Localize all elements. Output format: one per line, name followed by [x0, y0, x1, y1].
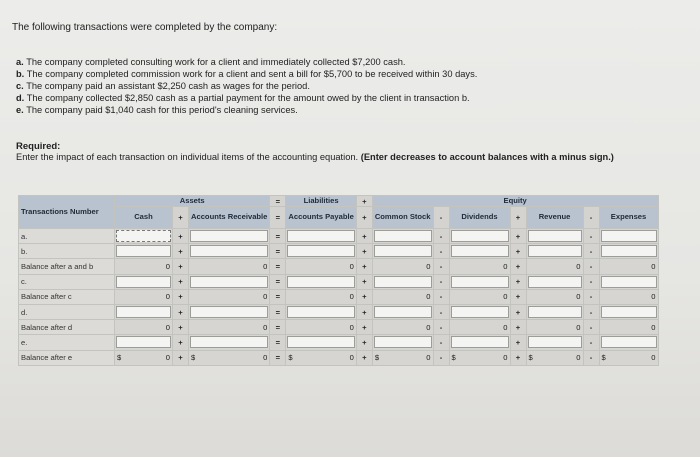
accounts-payable-balance-value: 0 [349, 353, 354, 363]
accounts-receivable-balance-value: 0 [263, 322, 268, 332]
op-plus: + [173, 229, 189, 244]
op-minus: - [583, 259, 599, 274]
op-plus: + [173, 289, 189, 304]
common-stock-input[interactable] [374, 306, 432, 318]
op-equals: = [270, 350, 286, 365]
op-plus: + [510, 335, 526, 350]
dividends-input[interactable] [451, 306, 509, 318]
op-minus: - [583, 350, 599, 365]
currency-symbol: $ [601, 353, 606, 363]
row-label: c. [19, 274, 115, 289]
cash-input-cell [115, 229, 173, 244]
transaction-a: a. The company completed consulting work for a client and immediately collected $7,200 cash. [16, 57, 406, 67]
revenue-balance-value: 0 [576, 292, 581, 302]
required-note: (Enter decreases to account balances with a minus sign.) [360, 152, 614, 162]
op-minus: - [433, 335, 449, 350]
row-label: d. [19, 304, 115, 319]
accounts-payable-input[interactable] [287, 230, 354, 242]
transaction-d: d. The company collected $2,850 cash as a partial payment for the amount owed by the client in transaction b. [16, 93, 470, 103]
table-row-entry [19, 335, 659, 350]
op-equals: = [270, 289, 286, 304]
accounts-receivable-balance-value: 0 [263, 261, 268, 271]
currency-symbol: $ [288, 353, 293, 363]
accounts-receivable-balance [189, 259, 270, 274]
common-stock-balance-value: 0 [426, 322, 431, 332]
row-label: a. [19, 229, 115, 244]
dividends-input-cell [449, 244, 510, 259]
op-minus: - [433, 244, 449, 259]
currency-symbol: $ [528, 353, 533, 363]
op-plus: + [356, 350, 372, 365]
dividends-input-cell [449, 335, 510, 350]
op-plus: + [356, 274, 372, 289]
accounts-receivable-input-cell [189, 244, 270, 259]
dividends-balance [449, 289, 510, 304]
header-cash: Cash [115, 207, 173, 229]
cash-input-cell [115, 274, 173, 289]
cash-balance-value: 0 [165, 322, 170, 332]
row-label: Balance after a and b [19, 259, 115, 274]
common-stock-input-cell [372, 335, 433, 350]
op-minus: - [433, 320, 449, 335]
header-expenses: Expenses [599, 207, 658, 229]
op-plus: + [510, 320, 526, 335]
accounts-payable-input-cell [286, 229, 356, 244]
dividends-input-cell [449, 304, 510, 319]
accounts-receivable-balance [189, 320, 270, 335]
header-dividends: Dividends [449, 207, 510, 229]
expenses-balance-value: 0 [651, 292, 656, 302]
op-plus: + [356, 259, 372, 274]
accounts-payable-input[interactable] [287, 276, 354, 288]
expenses-input[interactable] [601, 276, 657, 288]
op-plus: + [173, 335, 189, 350]
header-revenue: Revenue [526, 207, 583, 229]
revenue-balance [526, 289, 583, 304]
common-stock-input[interactable] [374, 230, 432, 242]
accounts-receivable-balance-value: 0 [263, 292, 268, 302]
accounts-receivable-input[interactable] [190, 336, 268, 348]
common-stock-input[interactable] [374, 276, 432, 288]
op-plus: + [173, 304, 189, 319]
op-minus: - [433, 350, 449, 365]
common-stock-balance [372, 320, 433, 335]
op-minus: - [583, 289, 599, 304]
dividends-balance [449, 320, 510, 335]
accounts-payable-input-cell [286, 274, 356, 289]
cash-input[interactable] [116, 276, 171, 288]
op-plus: + [356, 289, 372, 304]
cash-input[interactable] [116, 230, 171, 242]
accounting-equation-table [18, 195, 659, 366]
expenses-input-cell [599, 335, 658, 350]
op-minus: - [583, 244, 599, 259]
op-plus: + [356, 196, 372, 207]
dividends-balance-value: 0 [503, 322, 508, 332]
op-plus: + [510, 207, 526, 229]
op-equals: = [270, 207, 286, 229]
op-plus: + [356, 207, 372, 229]
op-minus: - [433, 259, 449, 274]
op-plus: + [510, 350, 526, 365]
op-minus: - [583, 335, 599, 350]
op-plus: + [173, 259, 189, 274]
header-accounts-receivable: Accounts Receivable [189, 207, 270, 229]
cash-input[interactable] [116, 245, 171, 257]
op-equals: = [270, 229, 286, 244]
op-plus: + [510, 229, 526, 244]
accounts-receivable-input-cell [189, 274, 270, 289]
op-plus: + [510, 259, 526, 274]
revenue-input-cell [526, 335, 583, 350]
common-stock-input-cell [372, 274, 433, 289]
table-row-entry [19, 244, 659, 259]
accounts-payable-input[interactable] [287, 306, 354, 318]
dividends-input[interactable] [451, 336, 509, 348]
revenue-balance [526, 350, 583, 365]
header-assets: Assets [115, 196, 270, 207]
table-row-balance [19, 259, 659, 274]
op-plus: + [510, 244, 526, 259]
op-minus: - [433, 289, 449, 304]
common-stock-balance-value: 0 [426, 353, 431, 363]
common-stock-input-cell [372, 304, 433, 319]
accounts-receivable-input[interactable] [190, 230, 268, 242]
op-plus: + [356, 229, 372, 244]
revenue-input-cell [526, 274, 583, 289]
dividends-balance-value: 0 [503, 261, 508, 271]
op-plus: + [510, 274, 526, 289]
revenue-balance-value: 0 [576, 261, 581, 271]
op-equals: = [270, 196, 286, 207]
dividends-balance-value: 0 [503, 292, 508, 302]
op-plus: + [173, 320, 189, 335]
revenue-input[interactable] [528, 336, 582, 348]
expenses-input[interactable] [601, 245, 657, 257]
expenses-input-cell [599, 274, 658, 289]
op-equals: = [270, 244, 286, 259]
expenses-input[interactable] [601, 306, 657, 318]
transaction-b: b. The company completed commission work for a client and sent a bill for $5,700 to be received within 30 days. [16, 69, 478, 79]
table-row-balance [19, 320, 659, 335]
expenses-input-cell [599, 304, 658, 319]
dividends-balance [449, 350, 510, 365]
expenses-input-cell [599, 244, 658, 259]
op-minus: - [433, 207, 449, 229]
accounts-payable-balance-value: 0 [349, 292, 354, 302]
dividends-input[interactable] [451, 276, 509, 288]
required-title: Required: [16, 141, 61, 152]
currency-symbol: $ [117, 353, 122, 363]
common-stock-input-cell [372, 244, 433, 259]
header-transactions-number: Transactions Number [19, 196, 115, 229]
expenses-balance [599, 289, 658, 304]
header-equity: Equity [372, 196, 658, 207]
op-equals: = [270, 304, 286, 319]
common-stock-balance-value: 0 [426, 292, 431, 302]
revenue-balance [526, 320, 583, 335]
header-common-stock: Common Stock [372, 207, 433, 229]
dividends-input-cell [449, 274, 510, 289]
cash-balance [115, 289, 173, 304]
accounts-receivable-balance [189, 350, 270, 365]
table-row-entry [19, 304, 659, 319]
accounts-receivable-balance [189, 289, 270, 304]
common-stock-input[interactable] [374, 245, 432, 257]
revenue-input[interactable] [528, 245, 582, 257]
accounts-payable-input-cell [286, 335, 356, 350]
accounts-receivable-input-cell [189, 304, 270, 319]
op-equals: = [270, 274, 286, 289]
op-plus: + [173, 207, 189, 229]
row-label: e. [19, 335, 115, 350]
accounts-payable-balance [286, 350, 356, 365]
op-plus: + [510, 304, 526, 319]
op-minus: - [583, 207, 599, 229]
revenue-input[interactable] [528, 306, 582, 318]
cash-input[interactable] [116, 336, 171, 348]
op-minus: - [583, 304, 599, 319]
expenses-balance [599, 320, 658, 335]
op-minus: - [433, 229, 449, 244]
cash-balance [115, 350, 173, 365]
row-label: Balance after e [19, 350, 115, 365]
common-stock-input[interactable] [374, 336, 432, 348]
transaction-list [16, 56, 477, 116]
expenses-balance-value: 0 [651, 322, 656, 332]
accounts-payable-balance-value: 0 [349, 322, 354, 332]
cash-input-cell [115, 304, 173, 319]
cash-balance [115, 320, 173, 335]
accounts-receivable-input-cell [189, 229, 270, 244]
dividends-balance [449, 259, 510, 274]
accounts-receivable-input[interactable] [190, 245, 268, 257]
expenses-input[interactable] [601, 336, 657, 348]
accounts-payable-input[interactable] [287, 336, 354, 348]
op-plus: + [356, 244, 372, 259]
common-stock-input-cell [372, 229, 433, 244]
accounts-payable-balance [286, 320, 356, 335]
accounts-receivable-input[interactable] [190, 276, 268, 288]
accounts-payable-balance [286, 289, 356, 304]
expenses-balance-value: 0 [651, 353, 656, 363]
op-minus: - [583, 320, 599, 335]
revenue-balance [526, 259, 583, 274]
cash-balance [115, 259, 173, 274]
common-stock-balance [372, 259, 433, 274]
revenue-input[interactable] [528, 276, 582, 288]
transaction-c: c. The company paid an assistant $2,250 cash as wages for the period. [16, 81, 310, 91]
common-stock-balance-value: 0 [426, 261, 431, 271]
row-label: b. [19, 244, 115, 259]
row-label: Balance after d [19, 320, 115, 335]
expenses-balance [599, 259, 658, 274]
cash-balance-value: 0 [165, 292, 170, 302]
table-row-balance [19, 289, 659, 304]
op-plus: + [173, 274, 189, 289]
op-minus: - [583, 229, 599, 244]
expenses-input-cell [599, 229, 658, 244]
cash-input-cell [115, 335, 173, 350]
dividends-input[interactable] [451, 230, 509, 242]
accounts-payable-balance [286, 259, 356, 274]
expenses-balance-value: 0 [651, 261, 656, 271]
op-plus: + [173, 350, 189, 365]
op-plus: + [356, 335, 372, 350]
dividends-balance-value: 0 [503, 353, 508, 363]
revenue-balance-value: 0 [576, 353, 581, 363]
revenue-input-cell [526, 244, 583, 259]
accounts-receivable-balance-value: 0 [263, 353, 268, 363]
op-minus: - [433, 274, 449, 289]
accounts-payable-input[interactable] [287, 245, 354, 257]
transaction-e: e. The company paid $1,040 cash for this period's cleaning services. [16, 105, 298, 115]
accounts-payable-input-cell [286, 244, 356, 259]
op-minus: - [583, 274, 599, 289]
currency-symbol: $ [451, 353, 456, 363]
cash-balance-value: 0 [165, 353, 170, 363]
cash-input[interactable] [116, 306, 171, 318]
op-equals: = [270, 335, 286, 350]
currency-symbol: $ [191, 353, 196, 363]
row-label: Balance after c [19, 289, 115, 304]
revenue-balance-value: 0 [576, 322, 581, 332]
accounts-payable-input-cell [286, 304, 356, 319]
expenses-balance [599, 350, 658, 365]
common-stock-balance [372, 289, 433, 304]
accounts-receivable-input[interactable] [190, 306, 268, 318]
table-row-entry [19, 274, 659, 289]
op-equals: = [270, 259, 286, 274]
op-equals: = [270, 320, 286, 335]
table-row-entry [19, 229, 659, 244]
required-instructions: Enter the impact of each transaction on individual items of the accounting equation. (Enter decreases to account balances with a minus sign.) [16, 152, 614, 162]
revenue-input[interactable] [528, 230, 582, 242]
expenses-input[interactable] [601, 230, 657, 242]
dividends-input[interactable] [451, 245, 509, 257]
op-plus: + [356, 304, 372, 319]
revenue-input-cell [526, 304, 583, 319]
op-plus: + [173, 244, 189, 259]
header-accounts-payable: Accounts Payable [286, 207, 356, 229]
cash-input-cell [115, 244, 173, 259]
op-plus: + [356, 320, 372, 335]
table-row-balance [19, 350, 659, 365]
common-stock-balance [372, 350, 433, 365]
accounts-payable-balance-value: 0 [349, 261, 354, 271]
intro-text: The following transactions were completed by the company: [12, 22, 278, 33]
op-minus: - [433, 304, 449, 319]
accounts-receivable-input-cell [189, 335, 270, 350]
revenue-input-cell [526, 229, 583, 244]
op-plus: + [510, 289, 526, 304]
dividends-input-cell [449, 229, 510, 244]
currency-symbol: $ [374, 353, 380, 363]
cash-balance-value: 0 [165, 261, 170, 271]
header-liabilities: Liabilities [286, 196, 356, 207]
